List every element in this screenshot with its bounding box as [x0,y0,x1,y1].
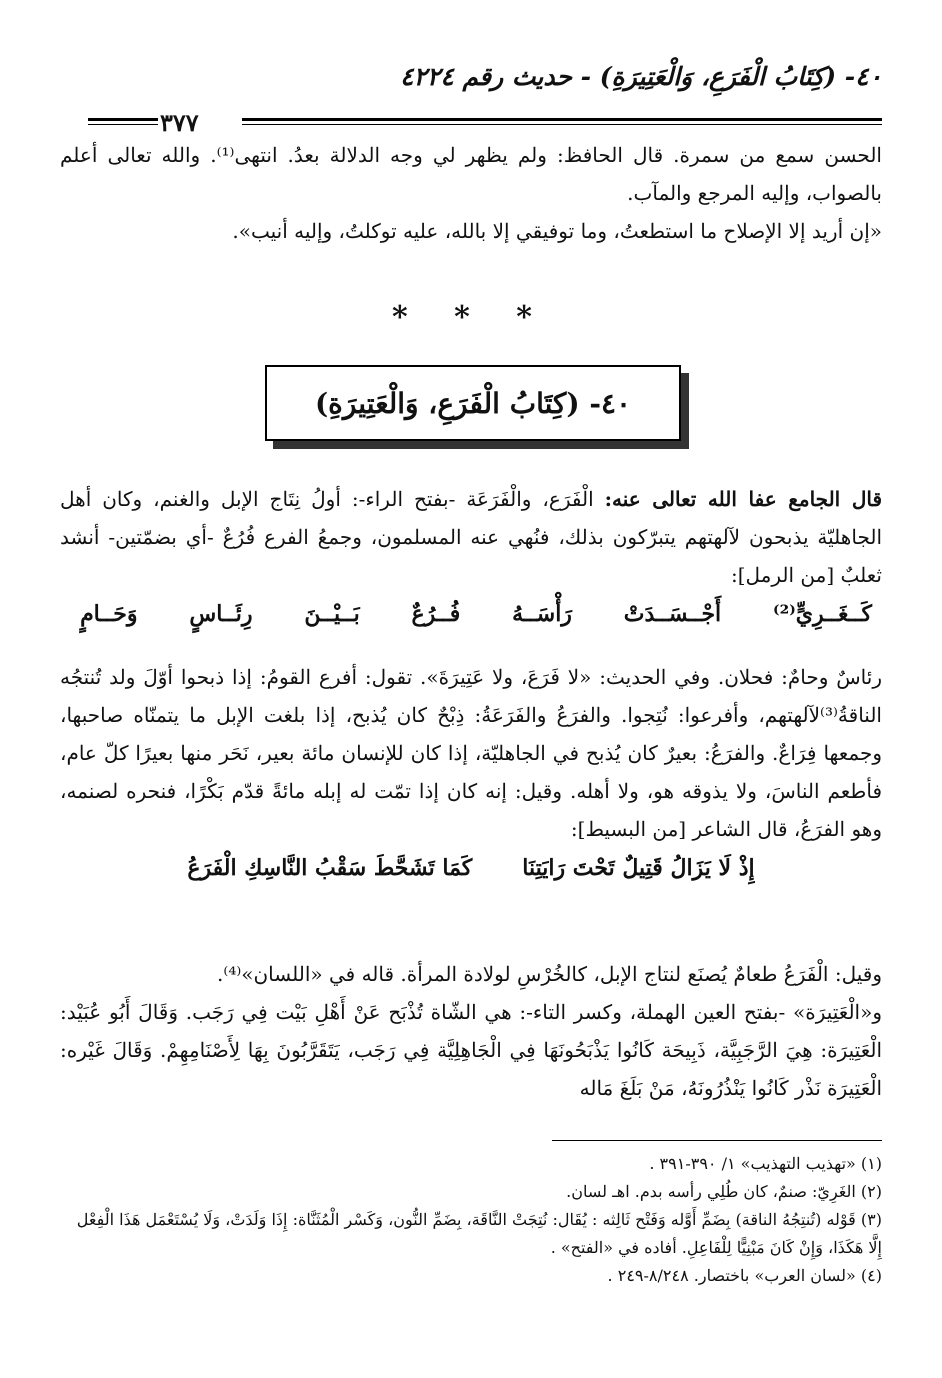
footnotes [60,1150,882,1290]
verse-word: كَــغَــرِيٍّ⁽²⁾ [773,601,872,627]
section-separator: * * * [392,300,550,335]
verse-word: فُــرُعٌ [411,601,461,627]
verse-word: رَأْسَــهُ [512,601,572,627]
paragraph [60,480,882,594]
paragraph: «إن أريد إلا الإصلاح ما استطعتُ، وما توفيقي إلا بالله، عليه توكلتُ، وإليه أنيب». [232,219,882,243]
opening-text [60,136,882,250]
verse-word: رِئَــاسٍ [189,601,253,627]
intro-text [60,480,882,634]
footnote: (٤) «لسان العرب» باختصار. ٨/٢٤٨-٢٤٩ . [607,1266,882,1285]
paragraph: وقيل: الْفَرَعُ طعامٌ يُصنَع لنتاج الإبل، كالخُرْسِ لولادة المرأة. قاله في «اللسان»⁽⁴⁾. [217,962,882,986]
lower-text [60,955,882,1107]
verse-word: أَجْــسَــدَتْ [623,601,722,627]
paragraph: الحسن سمع من سمرة. قال الحافظ: ولم يظهر لي وجه الدلالة بعدُ. انتهى⁽¹⁾. والله تعالى أعلم بالصواب، وإليه المرجع والمآب. [60,143,882,205]
book-page [60,40,882,1360]
header-rule [242,118,882,121]
running-header [60,62,882,137]
header-rule-left [88,118,158,121]
verse-word: وَحَــامٍ [80,601,138,627]
header-rule-thin [242,124,882,125]
middle-text [60,658,882,888]
footnote-divider [552,1140,882,1141]
header-title: ٤٠- (كِتَابُ الْفَرَعِ، وَالْعَتِيرَةِ) - حديث رقم ٤٢٢٤ [400,62,882,91]
footnote: (٢) الغَرِيّ: صنمٌ، كان طُلِي رأسه بدم. اهـ لسان. [566,1182,882,1201]
verse-hemistich: إِذْ لَا يَزَالُ قَتِيلٌ تَحْتَ رَايَتِنَا [522,855,755,881]
page-number: ٣٧٧ [160,108,199,137]
intro-body: الْفَرَع، والْفَرَعَة -بفتح الراء-: أولُ نِتَاج الإبل والغنم، وكان أهل الجاهليّة يذبحون لآلهتهم يتبرّكون بذلك، فنُهي عنه المسلمون، وجمعُ الفرع فُرُعٌ -أي بضمّتين- أنشد ثعلبٌ [من الرمل]: [60,487,882,587]
poem-verse-2 [60,848,882,888]
header-rule-left-thin [88,124,158,125]
chapter-title: ٤٠- (كِتَابُ الْفَرَعِ، وَالْعَتِيرَةِ) [314,386,632,420]
chapter-heading-box [265,365,681,441]
verse-hemistich: كَمَا تَشَحَّطَ سَقْبُ النَّاسِكِ الْفَرَعُ [187,855,473,881]
verse-word: بَــيْــنَ [304,601,360,627]
poem-verse [60,594,882,634]
paragraph: رئاسٌ وحامٌ: فحلان. وفي الحديث: «لا فَرَعَ، ولا عَتِيرَةَ». تقول: أفرع القومُ: إذا ذبحوا أوّلَ ولد تُنتجُه الناقةُ⁽³⁾لآلهتهم، وأفرعوا: نُتِجوا. والفرَعُ والفَرَعَةُ: ذِبْحٌ كان يُذبح، إذا بلغت الإبل ما يتمنّاه صاحبها، وجمعها فِرَاعٌ. والفرَعُ: بعيرٌ كان يُذبح في الجاهليّة، إذا كان للإنسان مائة بعير، نَحَر منها بعيرًا كلّ عام، فأطعم الناسَ، ولا يذوقه هو، ولا أهله. وقيل: إنه كان إذا تمّت له إبله مائةً قدّم بَكْرًا، فنحره لصنمه، وهو الفرَعُ، قال الشاعر [من البسيط]: [60,665,883,841]
footnote: (٣) قَوْله (تُنتِجُهُ الناقة) بِضَمِّ أَوَّله وَفَتْح ثَالِثه : يُقَال: نُتِجَتْ النَّاقَة، بِضَمِّ النُّون، وَكَسْر الْمُثَنَّاة: إِذَا وَلَدَتْ، وَلَا يُسْتَعْمَل هَذَا الْفِعْل إِلَّا هَكَذَا، وَإِنْ كَانَ مَبْنِيًّا لِلْفَاعِلِ. أفاده في «الفتح» . [76,1210,882,1257]
author-lead: قال الجامع عفا الله تعالى عنه: [604,487,882,511]
footnote: (١) «تهذيب التهذيب» ١/ ٣٩٠-٣٩١ . [649,1154,882,1173]
paragraph: و«الْعَتِيرَة» -بفتح العين الهملة، وكسر التاء-: هي الشّاة تُذْبَح عَنْ أَهْلِ بَيْت فِي رَجَب. وَقَالَ أَبُو عُبَيْد: الْعَتِيرَة: هِيَ الرَّجَبِيَّة، ذَبِيحَة كَانُوا يَذْبَحُونَهَا فِي الْجَاهِلِيَّة فِي رَجَب، يَتَقَرَّبُونَ بِهَا لِأَصْنَامِهِمْ. وَقَالَ غَيْره: الْعَتِيرَة نَذْر كَانُوا يَنْذُرُونَهُ، مَنْ بَلَغَ مَاله [60,1000,882,1100]
